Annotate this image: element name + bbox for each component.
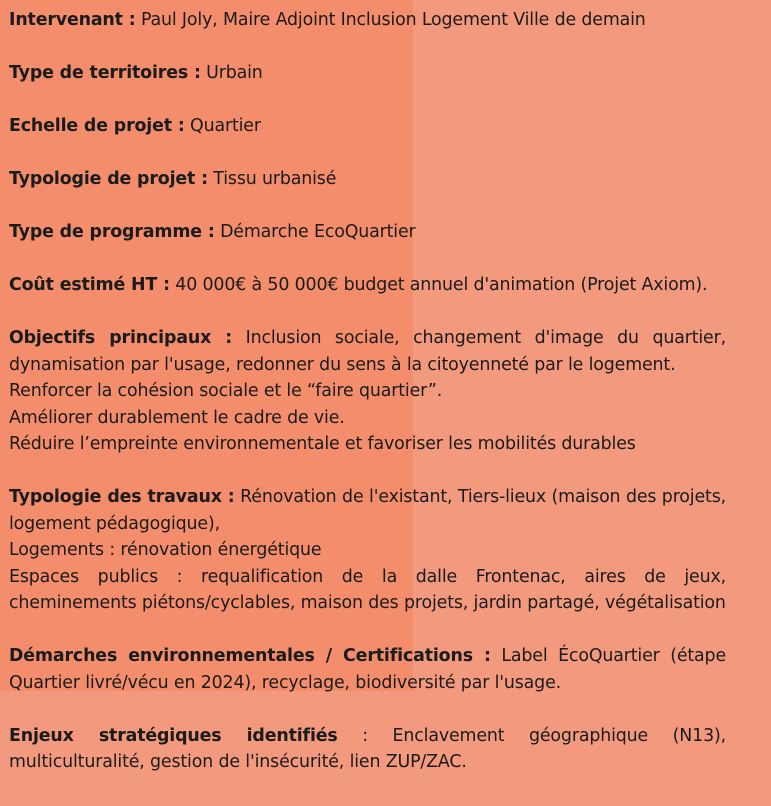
field-intervenant [9, 7, 726, 34]
travaux-line: Espaces publics : requalification de la dalle Frontenac, aires de jeux, cheminements piétons/cyclables, maison des projets, jardin partagé, végétalisation [9, 566, 726, 613]
project-info-sheet [9, 7, 726, 776]
field-value: Tissu urbanisé [213, 169, 337, 189]
field-type-territoires [9, 60, 726, 87]
objectif-line: Réduire l’empreinte environnementale et favoriser les mobilités durables [9, 434, 636, 454]
field-value: Label ÉcoQuartier (étape Quartier livré/vécu en 2024), recyclage, biodiversité par l'usage. [9, 646, 726, 693]
field-value: Démarche EcoQuartier [220, 222, 416, 242]
field-value: 40 000€ à 50 000€ budget annuel d'animation (Projet Axiom). [175, 275, 708, 295]
field-label: Type de territoires : [9, 63, 201, 83]
field-value: Urbain [206, 63, 263, 83]
field-value: Quartier [190, 116, 261, 136]
field-value: Paul Joly, Maire Adjoint Inclusion Logement Ville de demain [140, 10, 646, 30]
travaux-line: Logements : rénovation énergétique [9, 540, 322, 560]
field-value: Rénovation de l'existant, Tiers-lieux (maison des projets, logement pédagogique), [9, 487, 726, 534]
field-label: Enjeux stratégiques identifiés [9, 725, 338, 746]
field-label: Démarches environnementales / Certifications : [9, 646, 491, 666]
field-value: Inclusion sociale, changement d'image du quartier, dynamisation par l'usage, redonner du sens à la citoyenneté par le logement. [9, 328, 726, 375]
field-value: Enclavement géographique (N13), multiculturalité, gestion de l'insécurité, lien ZUP/ZAC. [9, 725, 726, 772]
field-type-programme [9, 219, 726, 246]
field-enjeux-strategiques [9, 723, 726, 776]
field-objectifs [9, 325, 726, 458]
field-label: Typologie des travaux : [9, 487, 235, 507]
objectif-line: Améliorer durablement le cadre de vie. [9, 407, 345, 428]
field-demarches-environnementales [9, 643, 726, 696]
field-label: Objectifs principaux : [9, 328, 233, 348]
field-typologie-projet [9, 166, 726, 193]
objectif-line: Renforcer la cohésion sociale et le “faire quartier”. [9, 381, 443, 401]
field-label: Typologie de projet : [9, 169, 208, 189]
field-label: Coût estimé HT : [9, 275, 170, 295]
field-echelle-projet [9, 113, 726, 140]
field-separator: : [337, 725, 393, 746]
field-cout-estime [9, 272, 726, 299]
field-label: Type de programme : [9, 222, 215, 242]
field-label: Intervenant : [9, 10, 136, 30]
field-label: Echelle de projet : [9, 116, 185, 136]
field-typologie-travaux [9, 484, 726, 617]
